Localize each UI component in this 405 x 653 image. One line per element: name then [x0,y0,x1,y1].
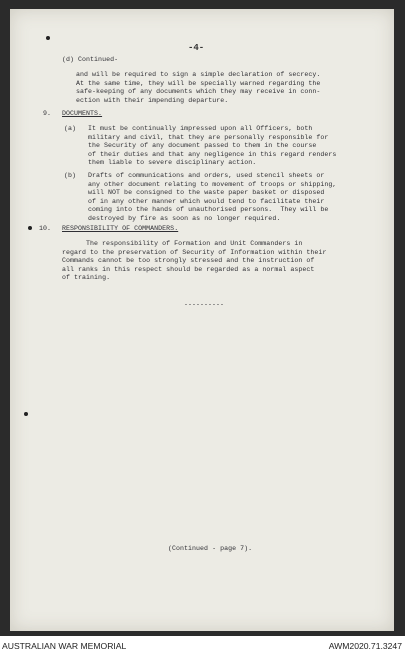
item-line: them liable to severe disciplinary action. [88,159,257,167]
item-line: Drafts of communications and orders, used stencil sheets or [88,172,325,179]
punch-hole-mark [28,226,32,230]
paragraph-line: Commands cannot be too strongly stressed and the instruction of [62,257,315,265]
item-line: of in any other manner which would tend to facilitate their [88,197,325,205]
continued-line: safe-keeping of any documents which they may receive in conn- [76,88,321,96]
footer-bar [0,636,405,653]
item-line: It must be continually impressed upon all Officers, both [88,125,313,132]
punch-hole-mark [46,36,50,40]
section-number: 10. [39,225,52,232]
document-page [10,9,394,631]
continued-line: ection with their impending departure. [76,96,229,104]
item-line: coming into the hands of unauthorised persons. They will be [88,206,329,214]
item-line: the Security of any document passed to them in the course [88,142,317,150]
item-line: destroyed by fire as soon as no longer required. [88,215,281,222]
section-title: DOCUMENTS. [62,110,103,117]
section-title: RESPONSIBILITY OF COMMANDERS. [62,225,179,232]
item-label: (b) [64,172,77,179]
item-line: of their duties and that any negligence in this regard renders [88,150,337,158]
paragraph-line: The responsibility of Formation and Unit Commanders in [86,240,303,247]
continued-line: At the same time, they will be specially warned regarding the [76,79,321,87]
institution-label: AUSTRALIAN WAR MEMORIAL [2,641,127,651]
item-label: (a) [64,125,77,132]
section-number: 9. [43,110,52,117]
continued-heading: (d) Continued- [62,56,119,63]
paragraph-line: all ranks in this respect should be regarded as a normal aspect [62,265,315,273]
item-line: any other document relating to movement of troops or shipping, [88,180,337,188]
punch-hole-mark [24,412,28,416]
paragraph-line: regard to the preservation of Security of Information within their [62,248,327,256]
page-number: -4- [188,43,205,53]
reference-number: AWM2020.71.3247 [328,641,402,651]
separator-line: ---------- [184,301,225,308]
continued-line: and will be required to sign a simple declaration of secrecy. [76,71,321,78]
paragraph-line: of training. [62,274,111,282]
continued-note: (Continued - page 7). [168,545,253,552]
item-line: military and civil, that they are personally responsible for [88,133,329,141]
item-line: will NOT be consigned to the waste paper basket or disposed [88,189,325,197]
